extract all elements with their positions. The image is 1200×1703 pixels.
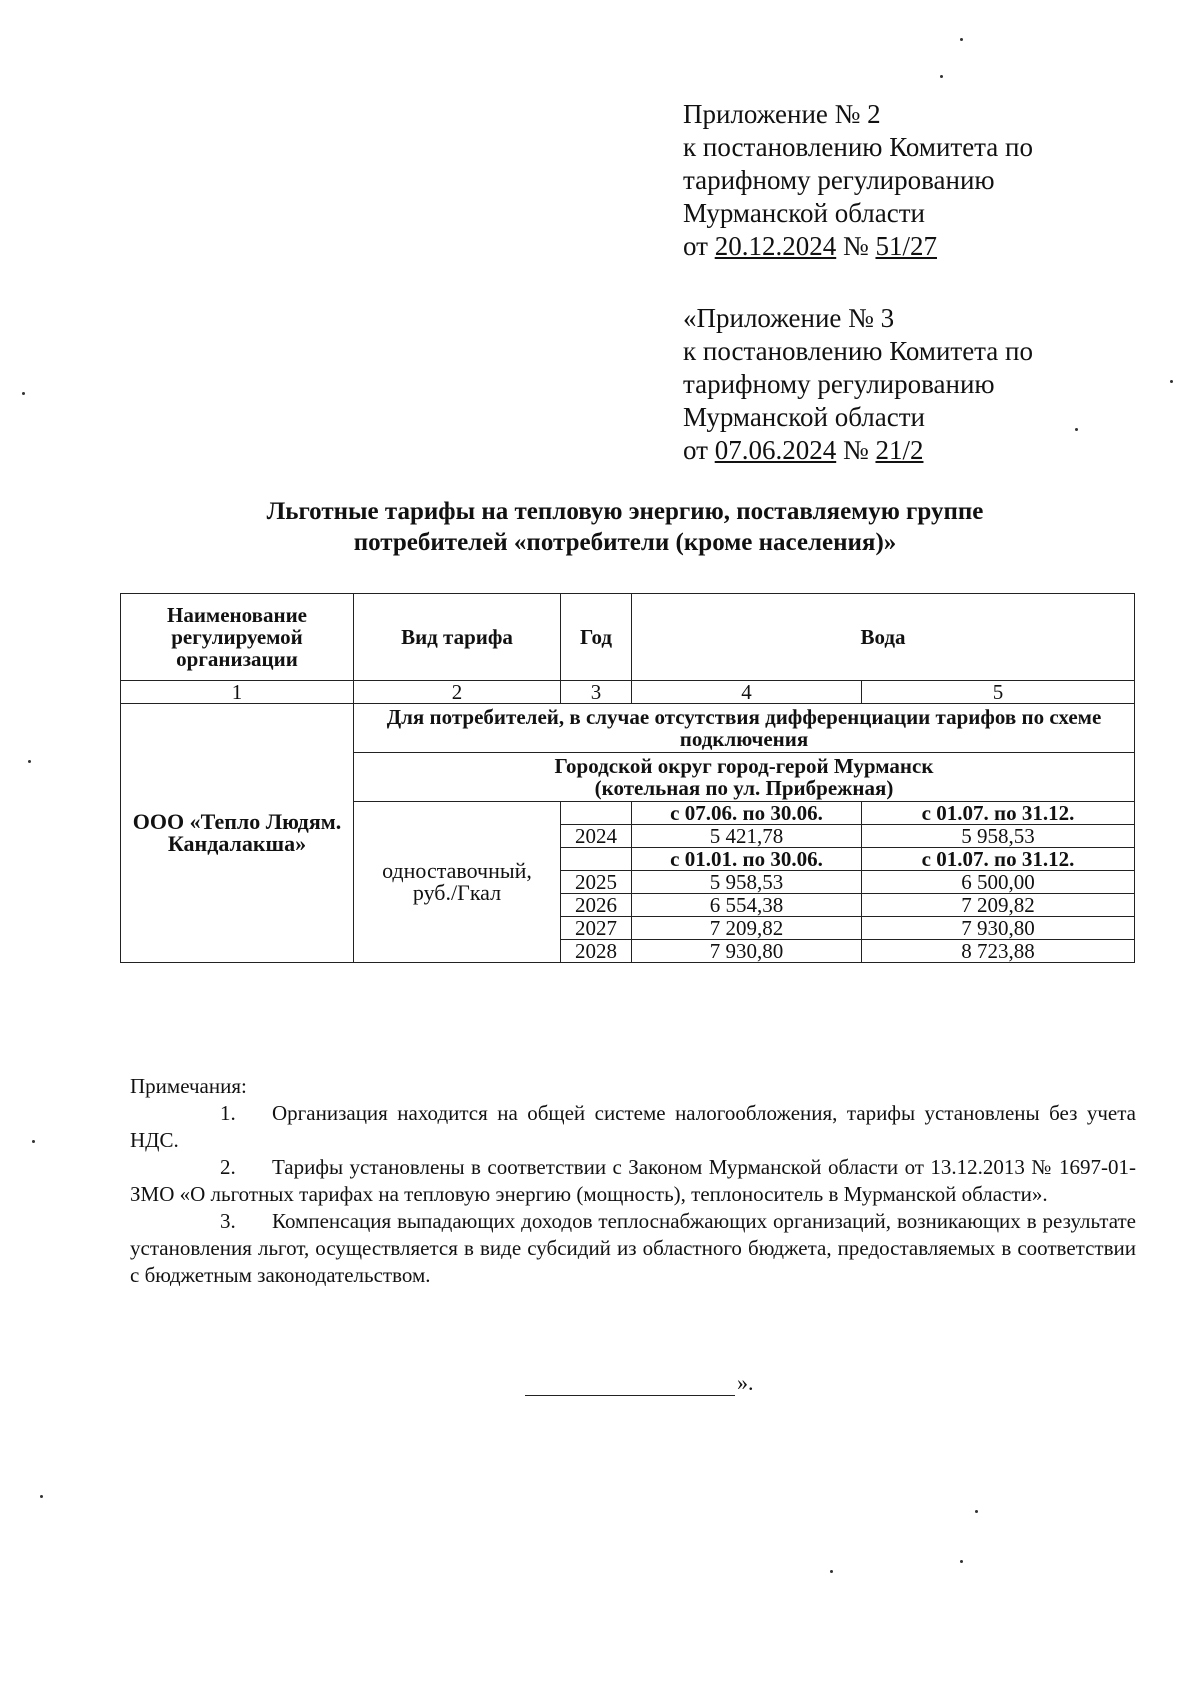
period-first-half: с 01.01. по 30.06. — [632, 848, 862, 871]
period-second-half: с 01.07. по 31.12. — [862, 848, 1135, 871]
scan-speck — [975, 1510, 978, 1513]
note-text: Компенсация выпадающих доходов теплоснабжающих организаций, возникающих в результате установления льгот, осуществляется в виде субсидий из областного бюджета, предоставляемых в соответствии с бюджетным законодательством. — [130, 1209, 1136, 1287]
closing-quote: ». — [737, 1370, 754, 1395]
appendix-title: «Приложение № 3 — [683, 303, 895, 333]
appendix-line: тарифному регулированию — [683, 369, 995, 399]
scan-speck — [940, 75, 943, 78]
scan-speck — [22, 392, 25, 395]
tariff-value-h2: 5 958,53 — [862, 825, 1135, 848]
section-title: Для потребителей, в случае отсутствия дифференциации тарифов по схеме подключения — [354, 704, 1135, 753]
title-line: Льготные тарифы на тепловую энергию, поставляемую группе — [266, 498, 984, 525]
appendix-original-header — [683, 302, 1033, 467]
period-second-half: с 01.07. по 31.12. — [862, 802, 1135, 825]
year-cell: 2025 — [561, 871, 632, 894]
note-number: 1. — [220, 1101, 236, 1125]
period-first-half: с 07.06. по 30.06. — [632, 802, 862, 825]
organization-name: ООО «Тепло Людям. Кандалакша» — [121, 704, 354, 963]
year-cell: 2027 — [561, 917, 632, 940]
year-cell: 2028 — [561, 940, 632, 963]
tariff-value-h2: 7 930,80 — [862, 917, 1135, 940]
tariff-kind: одноставочный, руб./Гкал — [354, 802, 561, 963]
appendix-title: Приложение № 2 — [683, 99, 881, 129]
scan-speck — [1075, 428, 1078, 431]
column-number: 5 — [862, 681, 1135, 704]
scan-speck — [32, 1140, 35, 1143]
column-number: 2 — [354, 681, 561, 704]
date-prefix: от — [683, 435, 715, 465]
note-number: 2. — [220, 1155, 236, 1179]
tariff-value-h2: 6 500,00 — [862, 871, 1135, 894]
appendix-line: к постановлению Комитета по — [683, 132, 1033, 162]
district-boiler: (котельная по ул. Прибрежная) — [594, 776, 894, 800]
scan-speck — [1170, 380, 1173, 383]
signature-line — [525, 1375, 735, 1396]
appendix-line: тарифному регулированию — [683, 165, 995, 195]
number-prefix: № — [836, 231, 876, 261]
column-number-row — [121, 681, 1135, 704]
scan-speck — [960, 38, 963, 41]
appendix-number: 21/2 — [875, 435, 924, 465]
column-number: 1 — [121, 681, 354, 704]
header-org: Наименование регулируемой организации — [121, 594, 354, 681]
year-cell: 2024 — [561, 825, 632, 848]
tariff-value-h1: 7 209,82 — [632, 917, 862, 940]
column-number: 3 — [561, 681, 632, 704]
tariff-value-h1: 7 930,80 — [632, 940, 862, 963]
appendix-line: Мурманской области — [683, 402, 925, 432]
header-tariff-type: Вид тарифа — [354, 594, 561, 681]
tariff-value-h2: 8 723,88 — [862, 940, 1135, 963]
tariff-value-h1: 5 958,53 — [632, 871, 862, 894]
appendix-current-header — [683, 98, 1033, 263]
tariff-value-h1: 6 554,38 — [632, 894, 862, 917]
note-number: 3. — [220, 1209, 236, 1233]
appendix-line: Мурманской области — [683, 198, 925, 228]
title-line: потребителей «потребители (кроме населения)» — [353, 529, 897, 556]
number-prefix: № — [836, 435, 876, 465]
date-prefix: от — [683, 231, 715, 261]
appendix-date-line — [683, 230, 1033, 263]
note-item — [130, 1154, 1136, 1208]
district-name: Городской округ город-герой Мурманск — [554, 754, 934, 778]
note-item — [130, 1100, 1136, 1154]
document-title — [120, 496, 1130, 558]
scan-speck — [28, 760, 31, 763]
scan-speck — [40, 1495, 43, 1498]
appendix-date: 20.12.2024 — [714, 231, 837, 261]
tariff-table — [120, 593, 1135, 963]
column-number: 4 — [632, 681, 862, 704]
year-cell: 2026 — [561, 894, 632, 917]
year-cell-empty — [561, 848, 632, 871]
district-cell — [354, 753, 1135, 802]
notes-section — [130, 1073, 1136, 1289]
tariff-value-h1: 5 421,78 — [632, 825, 862, 848]
scan-speck — [830, 1570, 833, 1573]
appendix-date: 07.06.2024 — [714, 435, 837, 465]
header-year: Год — [561, 594, 632, 681]
note-text: Организация находится на общей системе налогообложения, тарифы установлены без учета НДС. — [130, 1101, 1136, 1152]
scan-speck — [960, 1560, 963, 1563]
header-water: Вода — [632, 594, 1135, 681]
appendix-number: 51/27 — [875, 231, 937, 261]
appendix-date-line — [683, 434, 1033, 467]
appendix-line: к постановлению Комитета по — [683, 336, 1033, 366]
table-header-row — [121, 594, 1135, 681]
tariff-value-h2: 7 209,82 — [862, 894, 1135, 917]
year-cell-empty — [561, 802, 632, 825]
note-text: Тарифы установлены в соответствии с Законом Мурманской области от 13.12.2013 № 1697-01-ЗМО «О льготных тарифах на тепловую энергию (мощность), теплоноситель в Мурманской области». — [130, 1155, 1136, 1206]
note-item — [130, 1208, 1136, 1289]
section-row — [121, 704, 1135, 753]
notes-heading: Примечания: — [130, 1074, 247, 1098]
closing-mark — [525, 1370, 754, 1396]
